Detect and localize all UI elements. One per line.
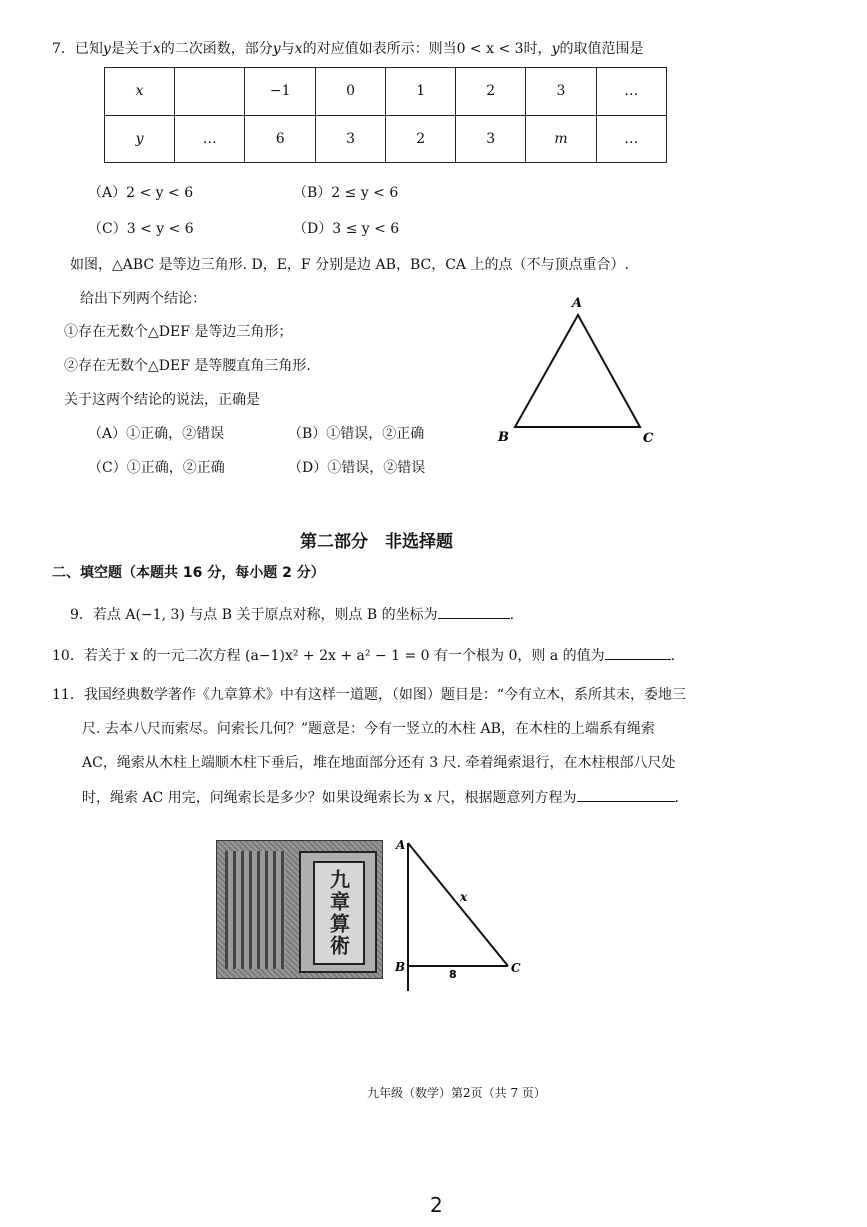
q7-option-d[interactable]: （D）3 ≤ y < 6 — [293, 221, 400, 237]
q7-option-b[interactable]: （B）2 ≤ y < 6 — [293, 185, 399, 201]
section-two-heading: 二、填空题（本题共 16 分，每小题 2 分） — [52, 565, 325, 581]
rope-length-label: x — [460, 890, 468, 904]
table-cell: … — [596, 115, 666, 163]
table-cell: … — [175, 115, 245, 163]
q10: 10．若关于 x 的一元二次方程 (a−1)x² + 2x + a² − 1 = 0 有一个根为 0，则 a 的值为 . — [52, 645, 675, 665]
q8-option-d[interactable]: （D）①错误，②错误 — [288, 460, 426, 476]
table-cell: 1 — [386, 68, 456, 116]
q10-text: 10．若关于 x 的一元二次方程 (a−1)x² + 2x + a² − 1 = 0 有一个根为 0，则 a 的值为 — [52, 648, 605, 664]
table-cell: 3 — [456, 115, 526, 163]
q9-text: 9．若点 A(−1, 3) 与点 B 关于原点对称，则点 B 的坐标为 — [70, 607, 438, 623]
table-cell: −1 — [245, 68, 316, 116]
rope-ac — [408, 843, 508, 966]
table-row — [105, 68, 667, 116]
vertex-label-c: C — [511, 961, 521, 975]
table-cell: 0 — [316, 68, 386, 116]
table-cell: 2 — [386, 115, 456, 163]
q11-line-1: 11．我国经典数学著作《九章算术》中有这样一道题，（如图）题目是：“今有立木，系所其末，委地三 — [52, 687, 686, 703]
q11-answer-blank[interactable] — [577, 787, 675, 802]
table-cell: x — [105, 68, 175, 116]
q11-line-3: AC，绳索从木柱上端顺木柱下垂后，堆在地面部分还有 3 尺. 牵着绳索退行，在木柱根部八尺处 — [82, 755, 676, 771]
table-cell: 2 — [456, 68, 526, 116]
table-cell: … — [596, 68, 666, 116]
base-length-label: 8 — [449, 968, 457, 981]
q8-stem: 如图，△ABC 是等边三角形. D，E，F 分别是边 AB，BC，CA 上的点（不与顶点重合）. — [70, 257, 629, 273]
q9-answer-blank[interactable] — [438, 604, 510, 619]
table-cell — [175, 68, 245, 116]
q8-conclusion-1: ①存在无数个△DEF 是等边三角形； — [64, 324, 293, 340]
table-cell: m — [526, 115, 596, 163]
q8-option-a[interactable]: （A）①正确，②错误 — [88, 426, 225, 442]
book-spine — [225, 851, 285, 969]
jiuzhang-suanshu-book-image — [216, 840, 383, 979]
vertex-label-b: B — [498, 430, 509, 445]
table-cell: 6 — [245, 115, 316, 163]
q7-stem: 7．已知y是关于x的二次函数，部分y与x的对应值如表所示：则当0 < x < 3时，y的取值范围是 — [52, 41, 644, 57]
q8-intro: 给出下列两个结论： — [80, 291, 206, 307]
part-two-title: 第二部分 非选择题 — [300, 532, 453, 552]
table-cell: 3 — [316, 115, 386, 163]
vertex-label-a: A — [396, 838, 406, 852]
vertex-label-b: B — [395, 960, 406, 974]
q11-line-2: 尺. 去本八尺而索尽。问索长几何？”题意是：今有一竖立的木柱 AB，在木柱的上端系有绳索 — [82, 721, 655, 737]
table-cell: y — [105, 115, 175, 163]
q8-conclusion-2: ②存在无数个△DEF 是等腰直角三角形. — [64, 358, 311, 374]
equilateral-triangle — [515, 315, 640, 427]
q8-triangle-figure — [490, 285, 670, 450]
q10-answer-blank[interactable] — [605, 645, 671, 660]
q8-option-b[interactable]: （B）①错误，②正确 — [288, 426, 425, 442]
vertex-label-a: A — [572, 296, 583, 311]
table-row — [105, 115, 667, 163]
q9: 9．若点 A(−1, 3) 与点 B 关于原点对称，则点 B 的坐标为 . — [70, 604, 514, 624]
q7-value-table — [104, 67, 667, 163]
q7-option-a[interactable]: （A）2 < y < 6 — [88, 185, 194, 201]
book-title-label: 九章算術 — [313, 861, 365, 965]
q8-question: 关于这两个结论的说法，正确是 — [64, 392, 260, 408]
vertex-label-c: C — [643, 431, 654, 446]
q8-option-c[interactable]: （C）①正确，②正确 — [88, 460, 225, 476]
table-cell: 3 — [526, 68, 596, 116]
book-cover — [299, 851, 377, 973]
q11-line-4: 时，绳索 AC 用完，问绳索长是多少？如果设绳索长为 x 尺，根据题意列方程为 . — [82, 787, 679, 807]
q11-right-triangle-figure — [392, 835, 532, 995]
q7-option-c[interactable]: （C）3 < y < 6 — [88, 221, 194, 237]
page-number: 2 — [430, 1193, 443, 1217]
page-footer: 九年级（数学）第2页（共 7 页） — [367, 1086, 546, 1100]
